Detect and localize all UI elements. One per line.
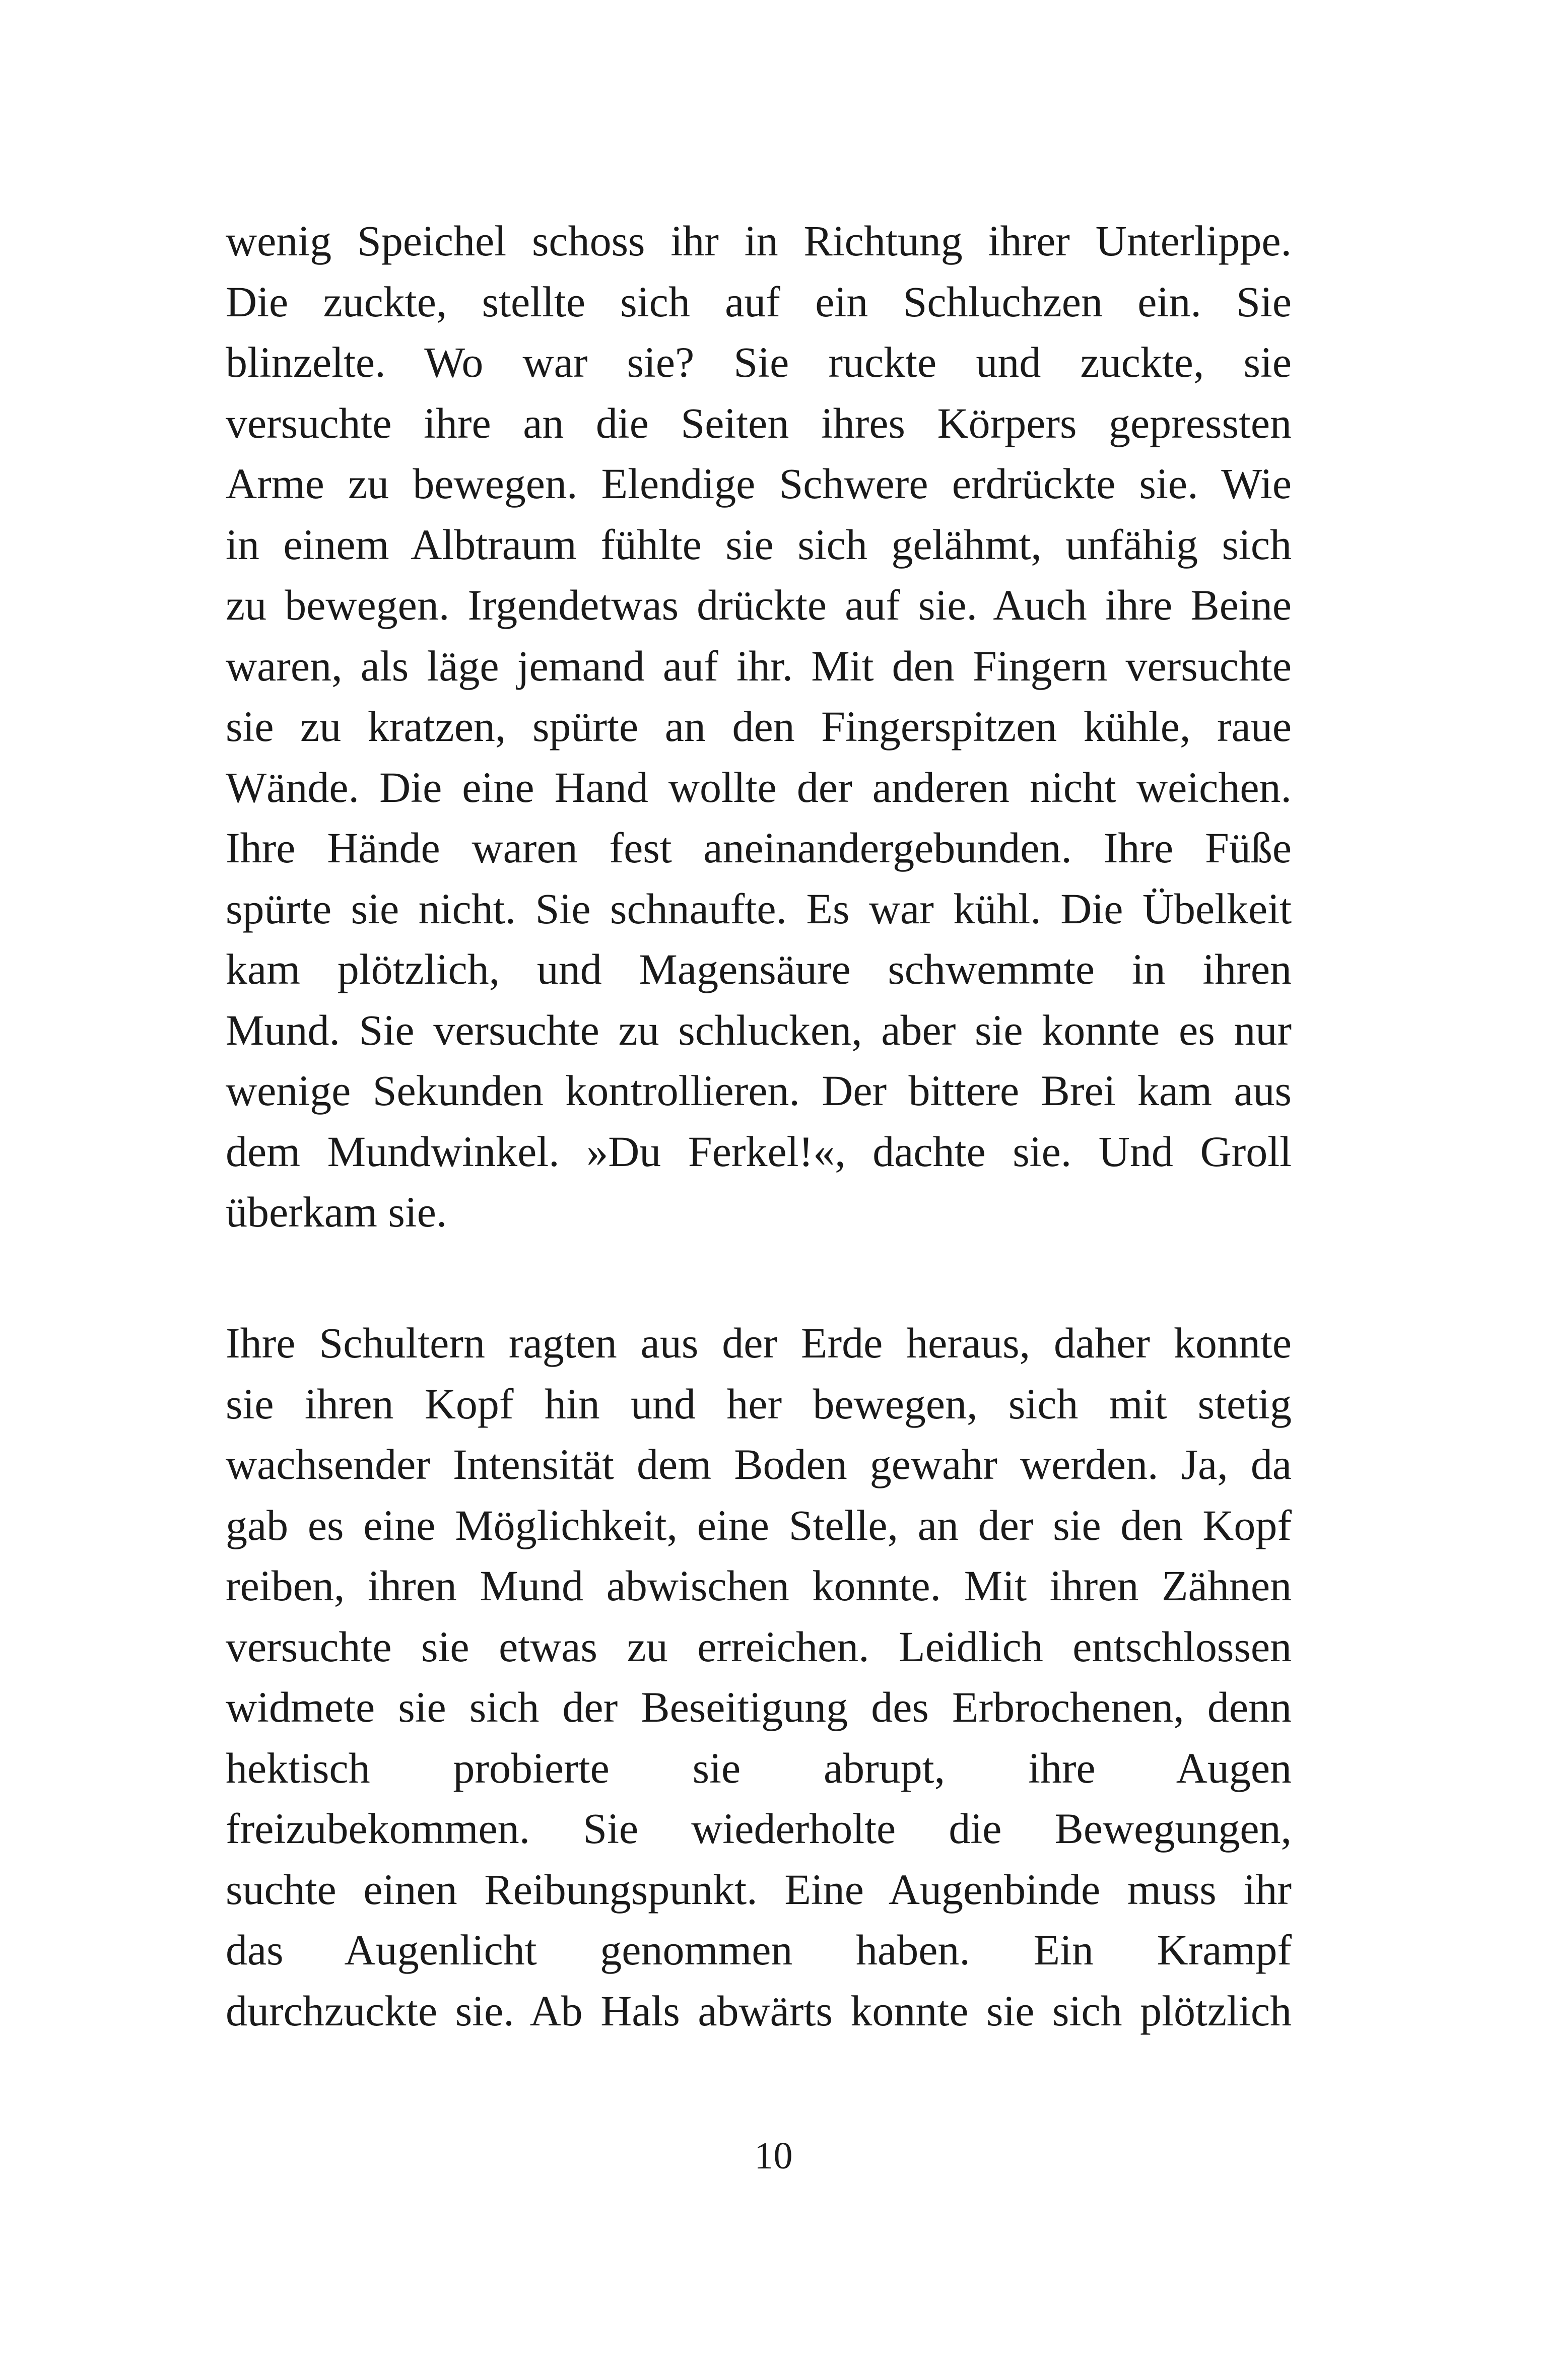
text-line: freizubekommen. Sie wiederholte die Bewegungen, xyxy=(226,1804,1292,1853)
text-line: versuchte ihre an die Seiten ihres Körpers gepressten xyxy=(226,398,1292,447)
paragraph-2 xyxy=(226,1313,1292,2041)
text-line: sie ihren Kopf hin und her bewegen, sich mit stetig xyxy=(226,1379,1292,1428)
text-line: kam plötzlich, und Magensäure schwemmte in ihren xyxy=(226,945,1292,993)
text-line: Die zuckte, stellte sich auf ein Schluchzen ein. Sie xyxy=(226,277,1292,326)
text-line: versuchte sie etwas zu erreichen. Leidlich entschlossen xyxy=(226,1622,1292,1671)
text-line: Arme zu bewegen. Elendige Schwere erdrückte sie. Wie xyxy=(226,459,1292,508)
text-line: waren, als läge jemand auf ihr. Mit den Fingern versuchte xyxy=(226,641,1292,690)
text-line: blinzelte. Wo war sie? Sie ruckte und zuckte, sie xyxy=(226,338,1292,386)
text-line: Ihre Hände waren fest aneinandergebunden. Ihre Füße xyxy=(226,824,1292,872)
text-line: widmete sie sich der Beseitigung des Erbrochenen, denn xyxy=(226,1683,1292,1731)
text-line: das Augenlicht genommen haben. Ein Krampf xyxy=(226,1926,1292,1974)
text-line: gab es eine Möglichkeit, eine Stelle, an der sie den Kopf xyxy=(226,1501,1292,1549)
text-line: sie zu kratzen, spürte an den Fingerspitzen kühle, raue xyxy=(226,702,1292,751)
text-line: dem Mundwinkel. »Du Ferkel!«, dachte sie. Und Groll xyxy=(226,1127,1292,1176)
text-line: reiben, ihren Mund abwischen konnte. Mit ihren Zähnen xyxy=(226,1561,1292,1610)
page-number: 10 xyxy=(754,2135,793,2177)
text-line: in einem Albtraum fühlte sie sich gelähmt, unfähig sich xyxy=(226,520,1292,569)
paragraph-1 xyxy=(226,211,1292,1243)
text-line: wachsender Intensität dem Boden gewahr werden. Ja, da xyxy=(226,1440,1292,1488)
text-line: suchte einen Reibungspunkt. Eine Augenbinde muss ihr xyxy=(226,1865,1292,1914)
text-line: Mund. Sie versuchte zu schlucken, aber sie konnte es nur xyxy=(226,1005,1292,1054)
text-line: spürte sie nicht. Sie schnaufte. Es war kühl. Die Übelkeit xyxy=(226,884,1292,933)
text-line: hektisch probierte sie abrupt, ihre Augen xyxy=(226,1743,1292,1792)
text-line: überkam sie. xyxy=(226,1188,447,1236)
text-line: Ihre Schultern ragten aus der Erde heraus, daher konnte xyxy=(226,1319,1292,1367)
text-line: wenig Speichel schoss ihr in Richtung ihrer Unterlippe. xyxy=(226,217,1292,265)
text-line: durchzuckte sie. Ab Hals abwärts konnte sie sich plötzlich xyxy=(226,1986,1292,2035)
text-line: wenige Sekunden kontrollieren. Der bittere Brei kam aus xyxy=(226,1066,1292,1115)
text-line: Wände. Die eine Hand wollte der anderen nicht weichen. xyxy=(226,763,1292,811)
text-line: zu bewegen. Irgendetwas drückte auf sie. Auch ihre Beine xyxy=(226,581,1292,629)
